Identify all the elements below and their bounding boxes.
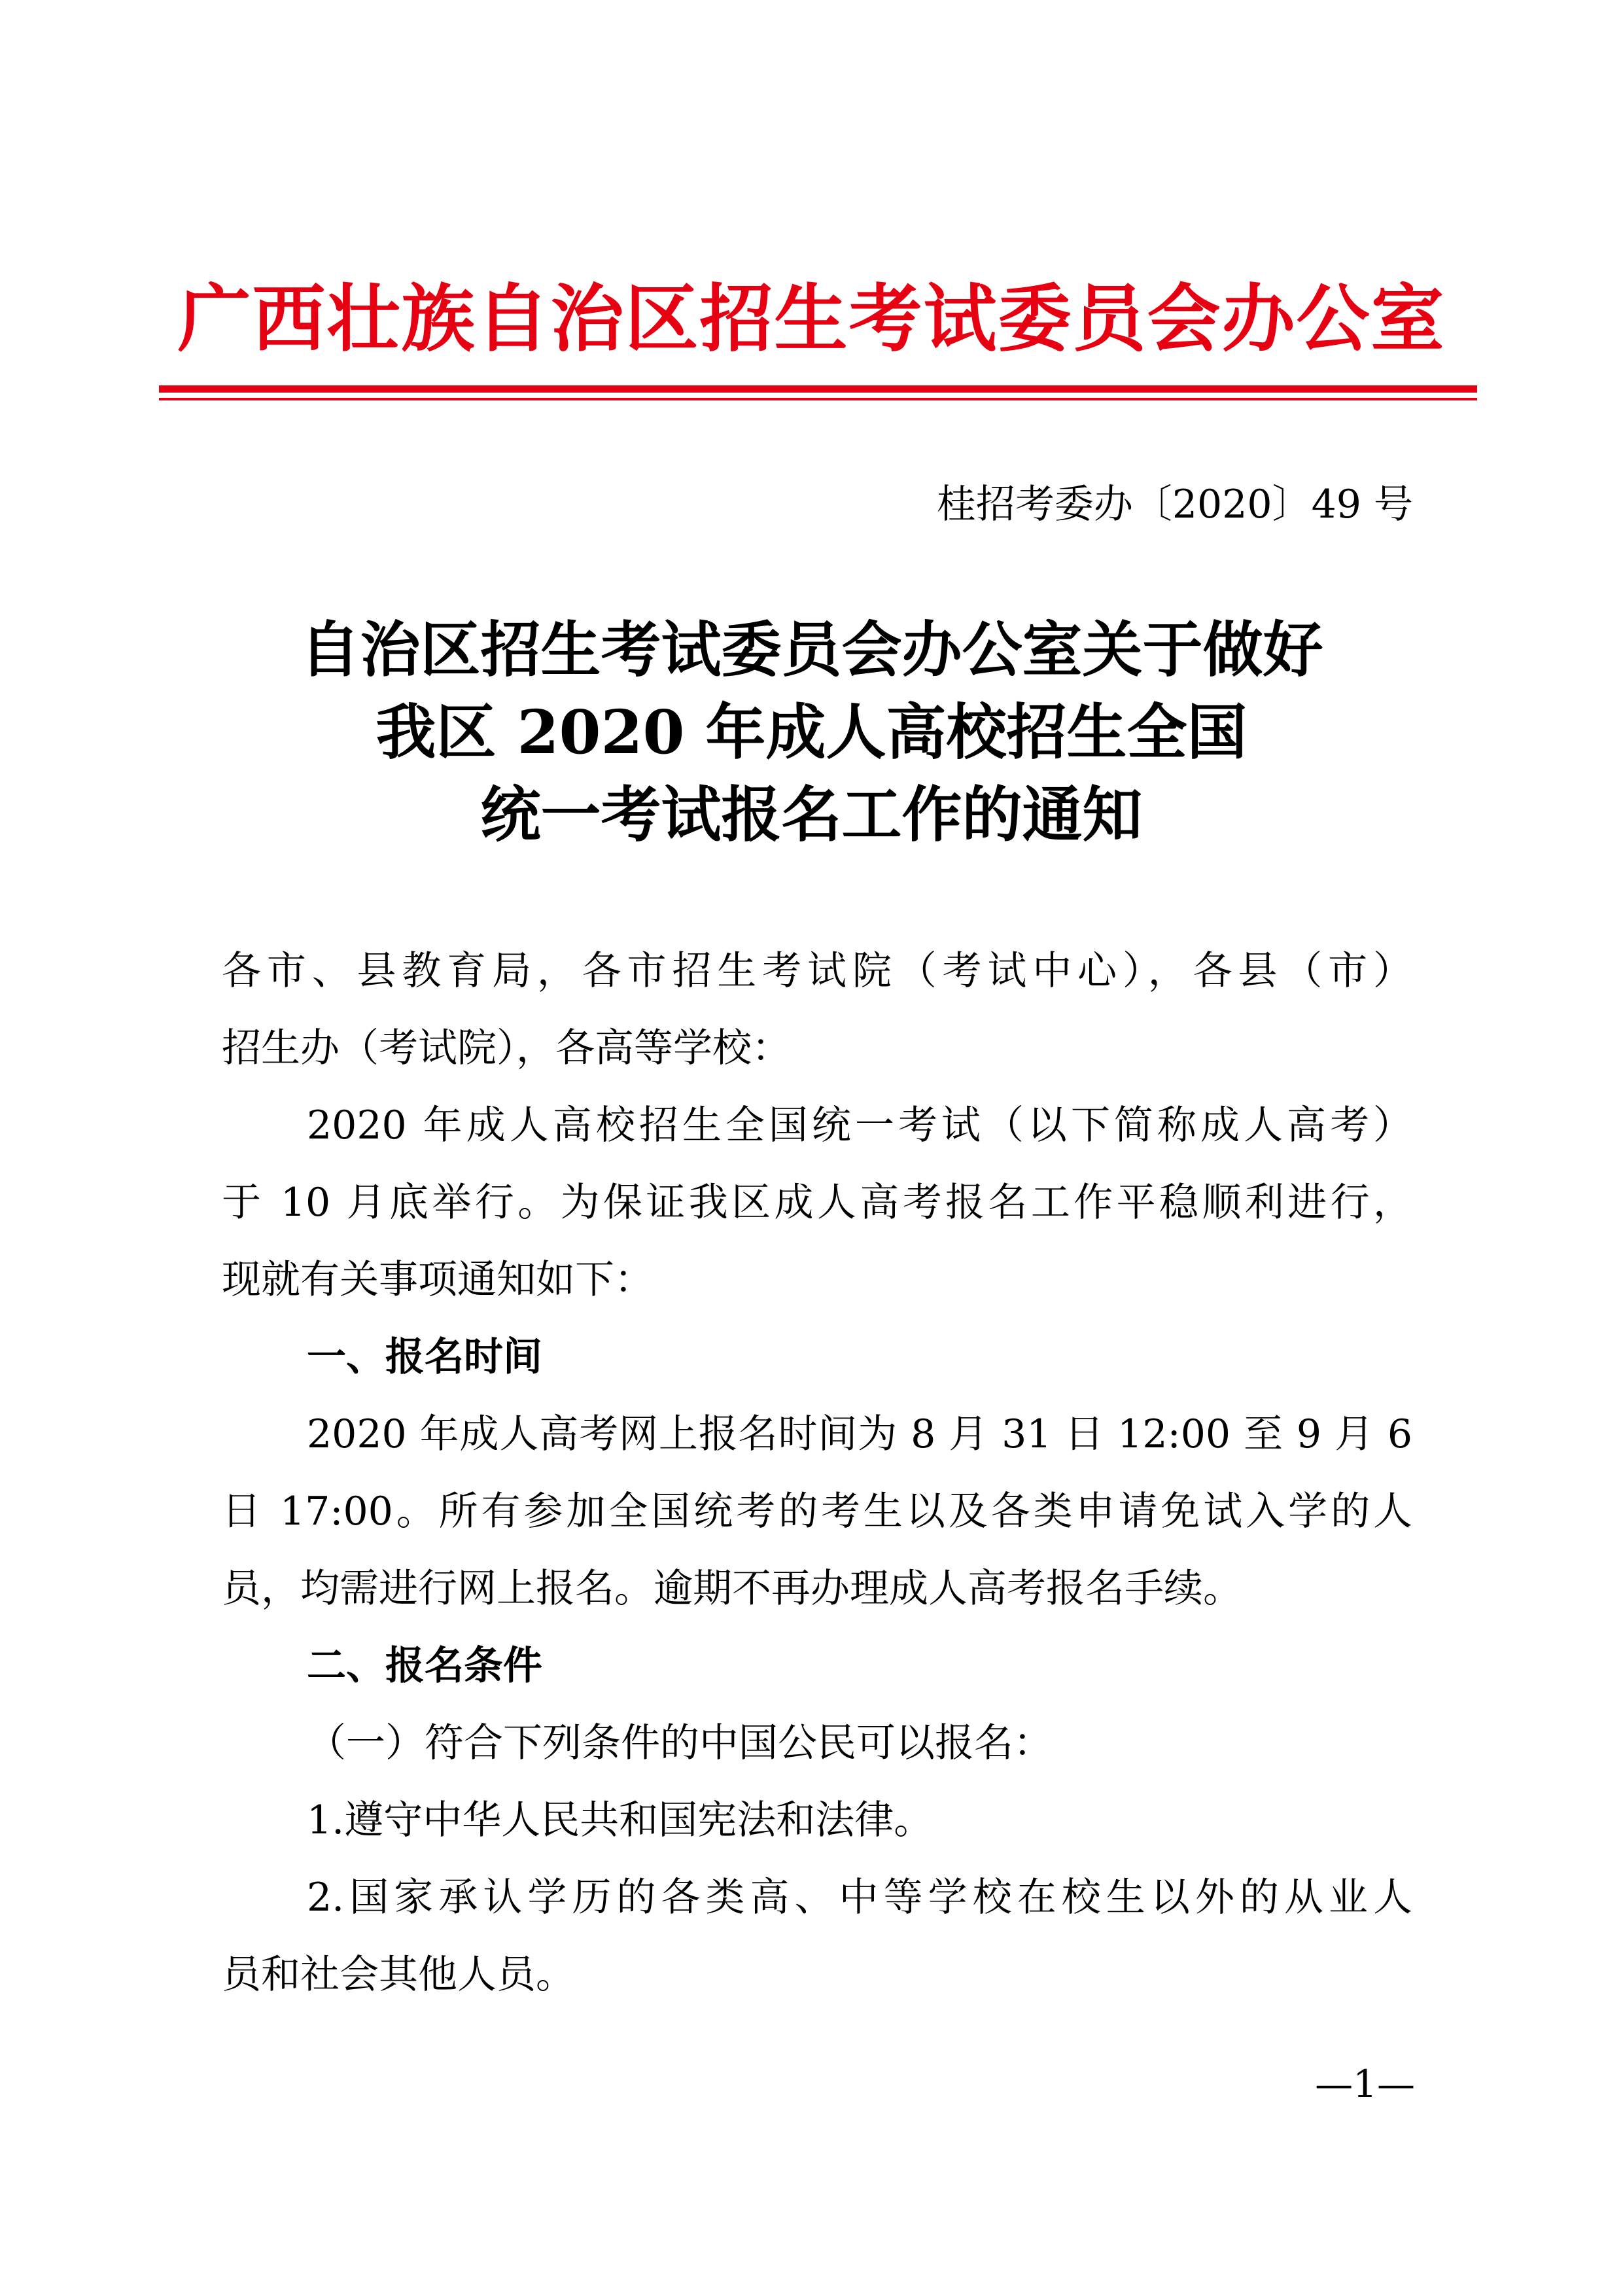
issuing-office-masthead: 广西壮族自治区招生考试委员会办公室 (177, 276, 1446, 362)
registration-time-line-2: 日 17:00。所有参加全国统考的考生以及各类申请免试入学的人 (222, 1489, 1412, 1534)
section-heading-registration-conditions: 二、报名条件 (307, 1643, 542, 1689)
notice-title-line-2: 我区 2020 年成人高校招生全国 (375, 697, 1248, 768)
notice-body (222, 932, 1412, 2013)
condition-item-2-line-2: 员和社会其他人员。 (222, 1952, 575, 1998)
addressee-line-1: 各市、县教育局，各市招生考试院（考试中心），各县（市） (222, 948, 1412, 994)
page-number: —1— (1315, 2062, 1415, 2106)
notice-title (0, 609, 1623, 856)
masthead-red-rule-thin (159, 398, 1477, 400)
masthead-red-rule-thick (159, 385, 1477, 393)
registration-time-line-1: 2020 年成人高考网上报名时间为 8 月 31 日 12:00 至 9 月 6 (307, 1411, 1412, 1457)
notice-title-line-1: 自治区招生考试委员会办公室关于做好 (300, 614, 1323, 685)
notice-title-line-3: 统一考试报名工作的通知 (480, 779, 1143, 850)
intro-line-2: 于 10 月底举行。为保证我区成人高考报名工作平稳顺利进行， (222, 1180, 1412, 1226)
registration-time-line-3: 员，均需进行网上报名。逾期不再办理成人高考报名手续。 (222, 1566, 1242, 1612)
conditions-subheading: （一）符合下列条件的中国公民可以报名： (307, 1720, 1053, 1766)
intro-line-3: 现就有关事项通知如下： (222, 1257, 654, 1303)
addressee-line-2: 招生办（考试院），各高等学校： (222, 1025, 791, 1071)
section-heading-registration-time: 一、报名时间 (307, 1334, 542, 1380)
condition-item-1: 1.遵守中华人民共和国宪法和法律。 (307, 1797, 934, 1843)
intro-line-1: 2020 年成人高校招生全国统一考试（以下简称成人高考） (307, 1103, 1412, 1148)
document-number: 桂招考委办〔2020〕49 号 (936, 482, 1413, 527)
condition-item-2-line-1: 2.国家承认学历的各类高、中等学校在校生以外的从业人 (307, 1875, 1412, 1920)
